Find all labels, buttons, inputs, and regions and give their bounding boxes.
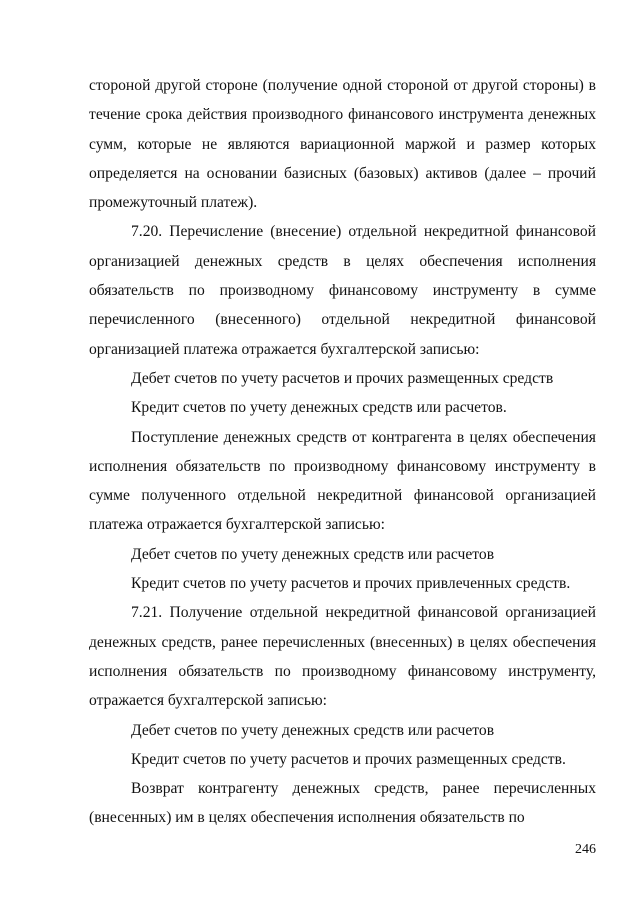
entry-credit-cash: Кредит счетов по учету денежных средств или расчетов. — [131, 399, 507, 417]
entry-debit-placed-funds: Дебет счетов по учету расчетов и прочих размещенных средств — [131, 369, 554, 387]
paragraph-receipt-from-counterparty: Поступление денежных средств от контрагента в целях обеспечения исполнения обязательств по производному финансовому инструменту в сумме полученного отдельной некредитной финансовой организацией платежа отражается бухгалтерской записью: — [89, 428, 596, 534]
entry-debit-cash: Дебет счетов по учету денежных средств или расчетов — [131, 545, 495, 563]
body-text — [89, 71, 596, 833]
paragraph-7-21-receipt: 7.21. Получение отдельной некредитной финансовой организацией денежных средств, ранее перечисленных (внесенных) в целях обеспечения исполнения обязательств по производному финансовому инструменту, отражается бухгалтерской записью: — [89, 604, 596, 710]
paragraph-7-20-transfer: 7.20. Перечисление (внесение) отдельной некредитной финансовой организацией денежных средств в целях обеспечения исполнения обязательств по производному финансовому инструменту в сумме перечисленного (внесенного) отдельной некредитной финансовой организацией платежа отражается бухгалтерской записью: — [89, 223, 596, 358]
entry-credit-attracted-funds: Кредит счетов по учету расчетов и прочих привлеченных средств. — [131, 575, 571, 593]
entry-credit-placed-funds: Кредит счетов по учету расчетов и прочих размещенных средств. — [131, 750, 566, 768]
page-number: 246 — [575, 842, 596, 857]
paragraph-derivative-payments-definition: стороной другой стороне (получение одной стороной от другой стороны) в течение срока действия производного финансового инструмента денежных сумм, которые не являются вариационной маржой и размер которых определяется на основании базисных (базовых) активов (далее – прочий промежуточный платеж). — [89, 77, 596, 212]
paragraph-return-to-counterparty: Возврат контрагенту денежных средств, ранее перечисленных (внесенных) им в целях обеспечения исполнения обязательств по — [89, 780, 596, 827]
entry-debit-cash-2: Дебет счетов по учету денежных средств или расчетов — [131, 721, 495, 739]
